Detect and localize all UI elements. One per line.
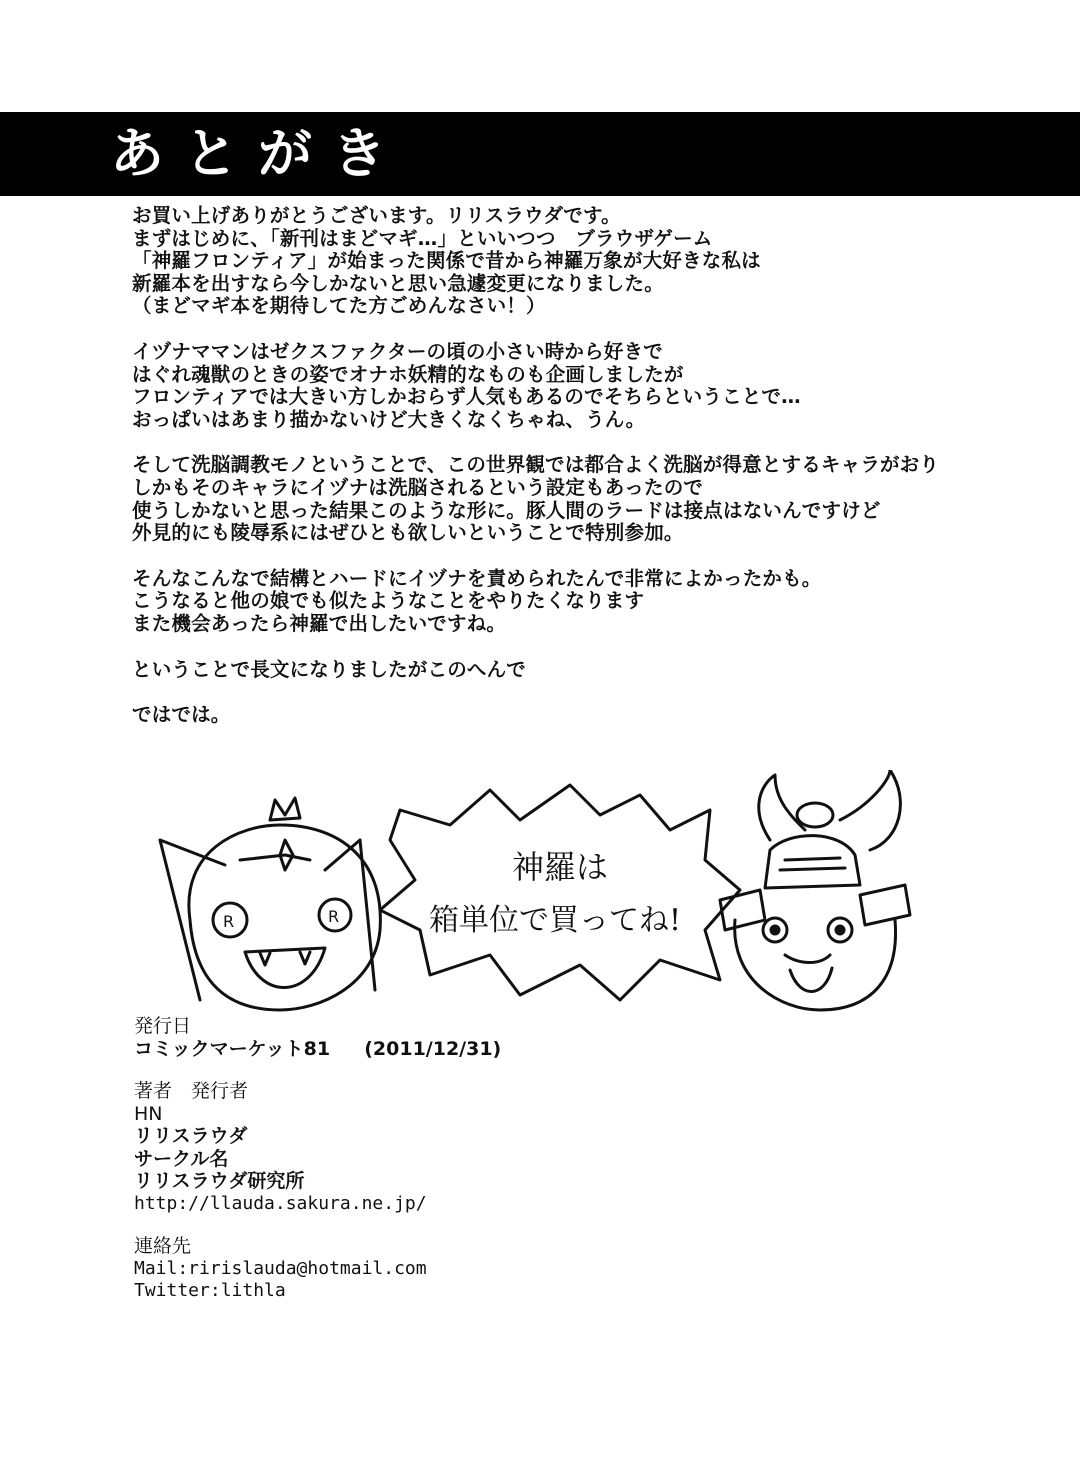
speech-bubble [380, 785, 740, 1000]
text-line: イヅナママンはゼクスファクターの頃の小さい時から好きで [132, 339, 663, 363]
text-line: ということで長文になりましたがこのへんで [132, 657, 527, 681]
paragraph [132, 659, 1032, 682]
author-label: 著者 発行者 [134, 1080, 249, 1102]
contact-label: 連絡先 [134, 1235, 192, 1257]
text-line: ではでは。 [132, 703, 231, 727]
text-line: 「神羅フロンティア」が始まった関係で昔から神羅万象が大好きな私は [132, 249, 761, 273]
author-name: リリスラウダ [134, 1125, 248, 1147]
header-bar [0, 112, 1080, 196]
contact-email[interactable]: Mail:ririslauda@hotmail.com [134, 1257, 427, 1279]
page-title: あとがき [110, 121, 406, 185]
publish-date: (2011/12/31) [364, 1037, 502, 1060]
text-line: おっぱいはあまり描かないけど大きくなくちゃね、うん。 [132, 407, 646, 431]
website-link[interactable]: http://llauda.sakura.ne.jp/ [134, 1192, 427, 1214]
character-illustration [150, 770, 930, 1020]
text-line: お買い上げありがとうございます。リリスラウダです。 [132, 204, 621, 227]
paragraph [132, 454, 1032, 544]
event-name: コミックマーケット81 [134, 1037, 331, 1060]
text-line: こうなると他の娘でも似たようなことをやりたくなります [132, 589, 645, 613]
contact-twitter[interactable]: Twitter:lithla [134, 1280, 286, 1301]
text-line: しかもそのキャラにイヅナは洗脳されるという設定もあったので [132, 475, 704, 499]
dragon-mascot-drawing [720, 770, 910, 1010]
paragraph [132, 704, 1032, 727]
paragraph [132, 205, 1032, 318]
paragraph [132, 341, 1032, 431]
text-line: まずはじめに、「新刊はまどマギ…」といいつつ ブラウザゲーム [132, 226, 713, 250]
circle-label: サークル名 [134, 1147, 229, 1170]
speech-bubble-line1: 神羅は [511, 848, 609, 886]
text-line: また機会あったら神羅で出したいですね。 [132, 611, 507, 635]
afterword-body [132, 205, 1032, 750]
text-line: （まどマギ本を期待してた方ごめんなさい！） [132, 294, 546, 318]
hn-label: HN [134, 1102, 163, 1125]
text-line: 外見的にも陵辱系にはぜひとも欲しいということで特別参加。 [132, 521, 684, 545]
svg-text:R: R [223, 912, 235, 931]
text-line: そんなこんなで結構とハードにイヅナを責められたんで非常によかったかも。 [132, 566, 822, 590]
text-line: フロンティアでは大きい方しかおらず人気もあるのでそちらということで… [132, 385, 801, 409]
colophon [134, 1015, 834, 1303]
circle-name: リリスラウダ研究所 [134, 1170, 305, 1192]
publish-date-label: 発行日 [134, 1015, 192, 1037]
text-line: 新羅本を出すなら今しかないと思い急遽変更になりました。 [132, 271, 664, 295]
text-line: そして洗脳調教モノということで、この世界観では都合よく洗脳が得意とするキャラがおり [132, 453, 940, 477]
speech-bubble-line2: 箱単位で買ってね! [428, 903, 682, 938]
cat-mascot-drawing [160, 798, 380, 1010]
paragraph [132, 568, 1032, 636]
text-line: 使うしかないと思った結果このような形に。豚人間のラードは接点はないんですけど [132, 498, 881, 522]
publish-event-row [134, 1038, 834, 1061]
svg-text:R: R [328, 907, 340, 926]
text-line: はぐれ魂獣のときの姿でオナホ妖精的なものも企画しましたが [132, 362, 684, 386]
